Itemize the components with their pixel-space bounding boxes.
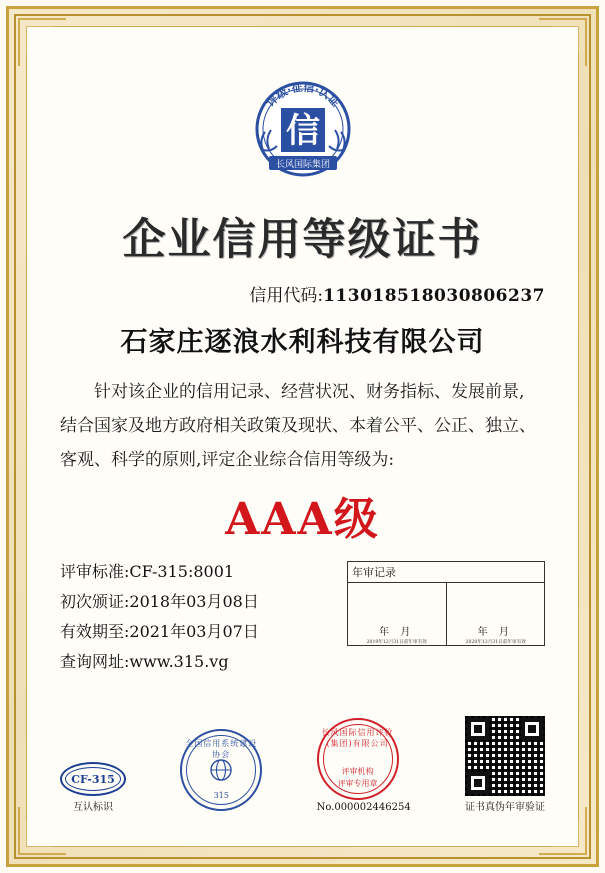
page-title: 企业信用等级证书 bbox=[122, 215, 483, 265]
fact-standard: 评审标准:CF-315:8001 bbox=[60, 562, 235, 581]
globe-icon bbox=[208, 757, 234, 783]
evaluation-seal-item bbox=[317, 718, 411, 813]
annual-review-cell bbox=[348, 583, 446, 645]
evaluation-seal-serial: No.000002446254 bbox=[316, 802, 411, 813]
credit-code-line bbox=[60, 281, 545, 306]
company-emblem-icon bbox=[239, 70, 367, 188]
qr-code-item bbox=[465, 716, 545, 813]
cf-315-mark-caption: 互认标识 bbox=[73, 802, 113, 813]
cf-315-mark-item bbox=[60, 762, 126, 813]
qr-code-caption: 证书真伪年审验证 bbox=[464, 802, 545, 813]
qr-eye-top-left bbox=[467, 718, 489, 740]
credit-system-seal-bottom-text: 315 bbox=[213, 791, 229, 800]
lower-section bbox=[60, 557, 545, 677]
evaluation-seal-icon bbox=[317, 718, 399, 800]
body-line-2: 结合国家及地方政府相关政策及现状、本着公平、公正、独立、 bbox=[60, 416, 536, 436]
fact-website: 查询网址:www.315.vg bbox=[60, 652, 229, 671]
evaluation-seal-arc-text: 长风国际信用评价(集团)有限公司 bbox=[321, 728, 394, 748]
seals-row bbox=[60, 716, 545, 813]
credit-system-seal-item bbox=[180, 729, 262, 813]
credit-system-seal-icon bbox=[180, 729, 262, 811]
fact-issue-date: 初次颁证:2018年03月08日 bbox=[60, 592, 259, 611]
emblem-container bbox=[60, 70, 545, 188]
certificate-body bbox=[60, 375, 545, 477]
evaluation-seal-bottom-text: 评审专用章 bbox=[337, 779, 378, 788]
fact-expiry-date: 有效期至:2021年03月07日 bbox=[60, 622, 259, 641]
annual-review-box bbox=[347, 561, 545, 646]
certificate-content bbox=[26, 26, 579, 847]
svg-text:评级·征信·认证: 评级·征信·认证 bbox=[263, 80, 342, 110]
annual-review-cells bbox=[348, 583, 544, 645]
cf-315-mark-icon bbox=[60, 762, 126, 796]
body-line-3: 客观、科学的原则,评定企业综合信用等级为: bbox=[60, 450, 395, 470]
body-line-1: 针对该企业的信用记录、经营状况、财务指标、发展前景, bbox=[94, 382, 525, 402]
svg-text:长风国际集团: 长风国际集团 bbox=[275, 160, 330, 170]
credit-grade: AAA级 bbox=[225, 494, 380, 545]
evaluation-seal-mid-text: 评审机构 bbox=[341, 767, 374, 776]
credit-system-seal-arc-text: 全国信用系统建设协会 bbox=[185, 739, 258, 759]
credit-code-value: 113018518030806237 bbox=[323, 286, 545, 306]
review-year-month: 年 月 bbox=[477, 627, 513, 638]
qr-eye-top-right bbox=[521, 718, 543, 740]
company-name: 石家庄逐浪水利科技有限公司 bbox=[120, 327, 485, 358]
annual-review-cell bbox=[446, 583, 545, 645]
review-note: 2019年12月31日前年审有效 bbox=[366, 639, 427, 645]
review-note: 2020年12月31日前年审有效 bbox=[465, 639, 526, 645]
annual-review-header: 年审记录 bbox=[348, 562, 544, 583]
cf-315-mark-text: CF-315 bbox=[71, 772, 115, 786]
review-year-month: 年 月 bbox=[379, 627, 415, 638]
svg-text:信: 信 bbox=[285, 111, 320, 151]
qr-code-icon[interactable] bbox=[465, 716, 545, 796]
qr-eye-bottom-left bbox=[467, 772, 489, 794]
certificate-facts bbox=[60, 557, 259, 677]
credit-code-label: 信用代码: bbox=[249, 286, 324, 306]
